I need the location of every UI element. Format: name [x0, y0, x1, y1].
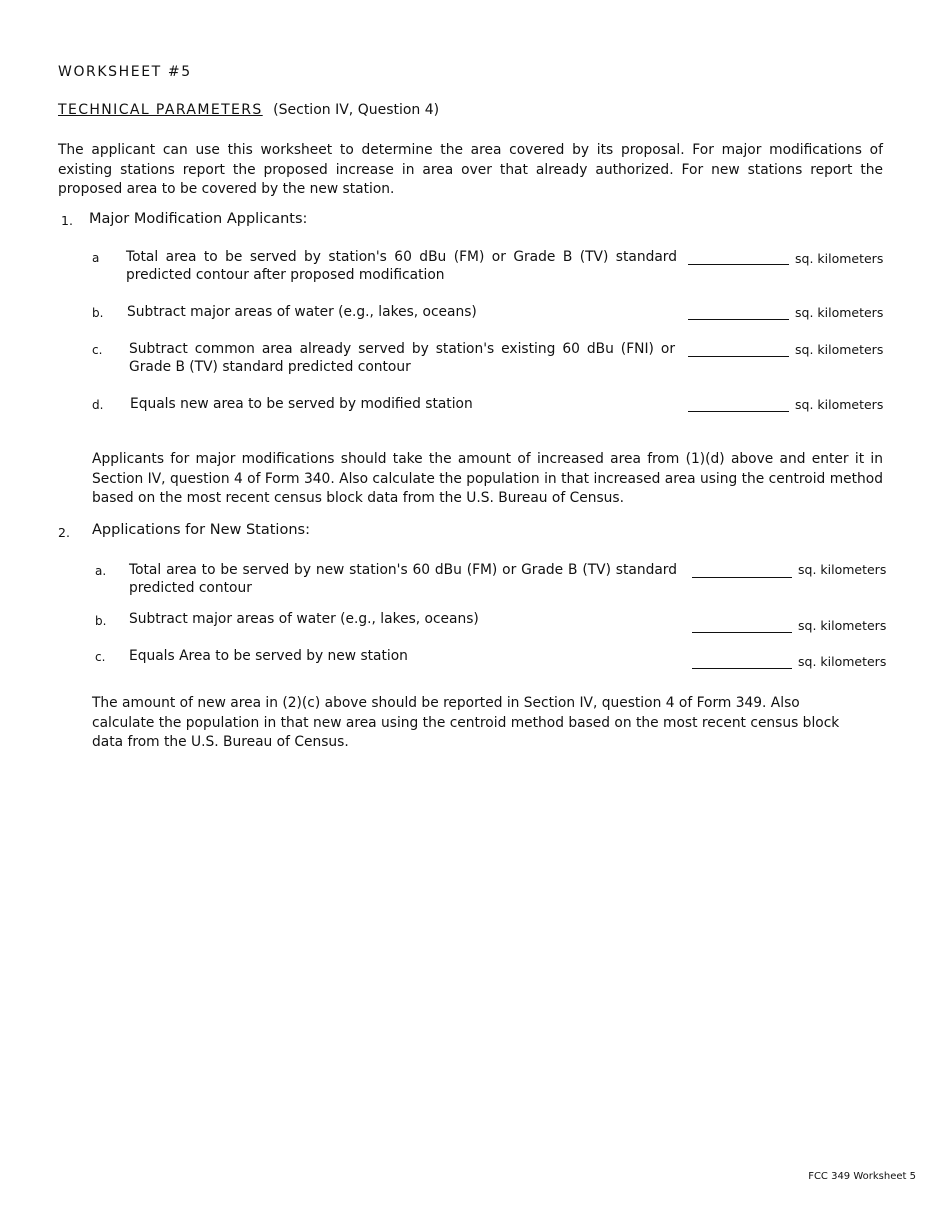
item-2c-letter: c.	[95, 650, 106, 664]
section1-title: Major Modification Applicants:	[89, 211, 308, 227]
item-2c-answer-blank[interactable]	[692, 668, 792, 669]
section1-note: Applicants for major modifications should take the amount of increased area from (1)(d) above and enter it in Section IV, question 4 of Form 340. Also calculate the population in that increased area using the centroid method based on the most recent census block data from the U.S. Bureau of Census.	[92, 451, 883, 506]
worksheet-title: WORKSHEET #5	[58, 64, 192, 80]
item-1b-letter: b.	[92, 306, 104, 320]
item-1d-unit: sq. kilometers	[795, 397, 884, 412]
item-1d-answer-blank[interactable]	[688, 411, 789, 412]
item-1d-text: Equals new area to be served by modified station	[130, 396, 473, 412]
item-1a-letter: a	[92, 251, 100, 265]
item-1c-letter: c.	[92, 343, 103, 357]
page-footer: FCC 349 Worksheet 5	[808, 1171, 916, 1182]
item-2b-text: Subtract major areas of water (e.g., lakes, oceans)	[129, 611, 479, 627]
item-2c-unit: sq. kilometers	[798, 654, 887, 669]
section2-title: Applications for New Stations:	[92, 522, 310, 538]
item-1c-text: Subtract common area already served by station's existing 60 dBu (FNI) or Grade B (TV) standard predicted contour	[129, 341, 675, 375]
section-heading-title: TECHNICAL PARAMETERS	[58, 102, 263, 118]
intro-paragraph: The applicant can use this worksheet to determine the area covered by its proposal. For major modifications of existing stations report the proposed increase in area over that already authorized. For new stations report the proposed area to be covered by the new station.	[58, 142, 883, 197]
item-1a-unit: sq. kilometers	[795, 251, 884, 266]
section2-note: The amount of new area in (2)(c) above should be reported in Section IV, question 4 of Form 349. Also calculate the population in that new area using the centroid method based on the most recent census block data from the U.S. Bureau of Census.	[92, 695, 840, 750]
section1-number: 1.	[61, 213, 73, 228]
item-1a-text: Total area to be served by station's 60 dBu (FM) or Grade B (TV) standard predicted contour after proposed modification	[126, 249, 677, 283]
item-2b-letter: b.	[95, 614, 107, 628]
technical-parameters-heading	[58, 102, 439, 118]
section2-number: 2.	[58, 525, 70, 540]
item-2a-text: Total area to be served by new station's 60 dBu (FM) or Grade B (TV) standard predicted contour	[129, 562, 677, 596]
item-1b-text: Subtract major areas of water (e.g., lakes, oceans)	[127, 304, 477, 320]
item-1b-unit: sq. kilometers	[795, 305, 884, 320]
item-2a-letter: a.	[95, 564, 107, 578]
section-heading-subtitle: (Section IV, Question 4)	[273, 102, 440, 118]
item-2c-text: Equals Area to be served by new station	[129, 648, 408, 664]
item-1c-answer-blank[interactable]	[688, 356, 789, 357]
item-2b-unit: sq. kilometers	[798, 618, 887, 633]
item-2a-unit: sq. kilometers	[798, 562, 887, 577]
item-1b-answer-blank[interactable]	[688, 319, 789, 320]
item-1d-letter: d.	[92, 398, 104, 412]
item-1c-unit: sq. kilometers	[795, 342, 884, 357]
item-2b-answer-blank[interactable]	[692, 632, 792, 633]
item-1a-answer-blank[interactable]	[688, 264, 789, 265]
item-2a-answer-blank[interactable]	[692, 577, 792, 578]
